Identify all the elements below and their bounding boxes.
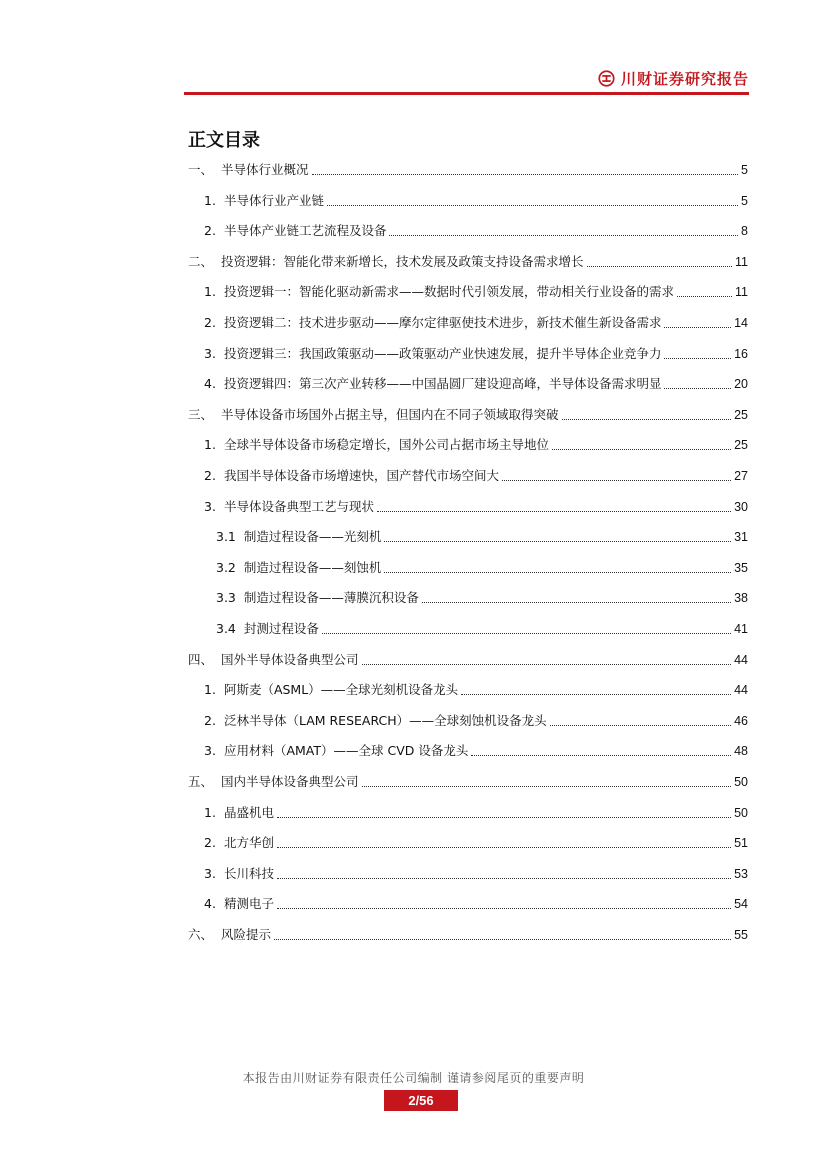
toc-dot-leader <box>322 633 731 634</box>
toc-entry-number: 2. <box>204 468 216 483</box>
toc-entry[interactable] <box>188 711 748 731</box>
toc-entry-label: 长川科技 <box>223 865 274 881</box>
toc-entry[interactable] <box>188 374 748 394</box>
toc-dot-leader <box>362 664 732 665</box>
toc-entry-number: 2. <box>204 223 216 239</box>
toc-entry[interactable] <box>188 680 748 700</box>
toc-entry-page: 41 <box>734 622 748 636</box>
toc-entry-label: 阿斯麦（ASML）——全球光刻机设备龙头 <box>223 682 459 698</box>
toc-dot-leader <box>312 174 739 175</box>
toc-entry-label: 投资逻辑三：我国政策驱动——政策驱动产业快速发展，提升半导体企业竞争力 <box>223 345 662 361</box>
toc-dot-leader <box>664 327 731 328</box>
toc-dot-leader <box>277 817 731 818</box>
toc-entry-page: 5 <box>741 163 748 177</box>
toc-dot-leader <box>274 939 731 940</box>
toc-entry-number: 3. <box>204 498 216 514</box>
toc-entry[interactable] <box>188 252 748 272</box>
toc-entry-label: 投资逻辑二：技术进步驱动——摩尔定律驱使技术进步，新技术催生新设备需求 <box>223 315 662 330</box>
toc-entry-page: 38 <box>734 591 748 606</box>
toc-entry-label: 晶盛机电 <box>223 804 274 820</box>
toc-entry-page: 44 <box>734 652 748 667</box>
toc-entry-number: 二、 <box>188 253 214 269</box>
toc-entry-label: 投资逻辑一：智能化驱动新需求——数据时代引领发展，带动相关行业设备的需求 <box>223 284 674 300</box>
toc-entry-label: 半导体设备市场国外占据主导，但国内在不同子领域取得突破 <box>221 406 559 422</box>
toc-entry[interactable] <box>188 558 748 578</box>
toc-entry[interactable] <box>188 497 748 517</box>
toc-entry-label: 投资逻辑四：第三次产业转移——中国晶圆厂建设迎高峰，半导体设备需求明显 <box>223 376 662 392</box>
toc-entry-page: 14 <box>734 316 748 330</box>
toc-entry-label: 国内半导体设备典型公司 <box>221 774 359 789</box>
toc-dot-leader <box>422 602 731 603</box>
toc-entry-page: 50 <box>734 775 748 789</box>
toc-dot-leader <box>384 541 731 542</box>
toc-entry[interactable] <box>188 191 748 211</box>
toc-dot-leader <box>552 449 731 450</box>
toc-entry-number: 2. <box>204 835 216 851</box>
toc-entry-page: 35 <box>734 560 748 575</box>
toc-entry-page: 20 <box>734 377 748 392</box>
toc-entry-page: 51 <box>734 836 748 851</box>
toc-entry[interactable] <box>188 741 748 761</box>
toc-entry-page: 44 <box>734 683 748 698</box>
toc-entry-label: 半导体行业概况 <box>221 162 309 177</box>
toc-entry-label: 国外半导体设备典型公司 <box>221 651 359 667</box>
toc-entry-number: 3.1 <box>216 529 236 545</box>
toc-entry-number: 1. <box>204 682 216 698</box>
toc-entry[interactable] <box>188 405 748 425</box>
footer-disclaimer: 本报告由川财证券有限责任公司编制 谨请参阅尾页的重要声明 <box>242 1071 585 1085</box>
toc-entry-label: 全球半导体设备市场稳定增长，国外公司占据市场主导地位 <box>223 437 549 453</box>
toc-dot-leader <box>277 908 731 909</box>
toc-entry-number: 1. <box>204 804 216 820</box>
toc-entry-number: 三、 <box>188 406 214 422</box>
toc-entry-page: 30 <box>734 499 748 514</box>
toc-dot-leader <box>461 694 731 695</box>
toc-entry[interactable] <box>188 619 748 639</box>
toc-entry[interactable] <box>188 925 748 945</box>
toc-entry-label: 北方华创 <box>223 835 274 851</box>
toc-dot-leader <box>384 572 731 573</box>
toc-dot-leader <box>389 235 738 236</box>
toc-entry-number: 1. <box>204 437 216 453</box>
toc-entry[interactable] <box>188 160 748 180</box>
toc-entry-page: 55 <box>734 928 748 942</box>
toc-entry[interactable] <box>188 833 748 853</box>
toc-entry-page: 53 <box>734 866 748 881</box>
toc-entry-page: 46 <box>734 713 748 728</box>
toc-entry-label: 制造过程设备——薄膜沉积设备 <box>243 590 419 606</box>
toc-dot-leader <box>277 878 731 879</box>
toc-dot-leader <box>677 296 732 297</box>
toc-entry-number: 4. <box>204 896 216 912</box>
toc-entry-number: 3. <box>204 345 216 361</box>
toc-entry-page: 11 <box>735 254 748 269</box>
toc-entry-number: 四、 <box>188 651 214 667</box>
toc-entry[interactable] <box>188 772 748 792</box>
toc-entry-page: 25 <box>734 407 748 422</box>
toc-dot-leader <box>277 847 731 848</box>
page-number-badge: 2/56 <box>384 1090 458 1111</box>
toc-entry-page: 11 <box>735 285 748 300</box>
toc-entry-page: 8 <box>741 224 748 239</box>
toc-entry-number: 1. <box>204 192 216 208</box>
brand <box>598 68 749 89</box>
toc-entry-label: 半导体行业产业链 <box>223 192 324 208</box>
toc-entry-number: 2. <box>204 315 216 330</box>
toc-entry[interactable] <box>188 864 748 884</box>
toc-entry-label: 投资逻辑：智能化带来新增长，技术发展及政策支持设备需求增长 <box>221 253 584 269</box>
toc-dot-leader <box>362 786 732 787</box>
brand-name: 川财证券研究报告 <box>620 70 749 88</box>
toc-dot-leader <box>502 480 731 481</box>
toc-title: 正文目录 <box>188 130 260 151</box>
toc-entry[interactable] <box>188 894 748 914</box>
toc-entry-number: 3. <box>204 865 216 881</box>
toc-entry-number: 4. <box>204 376 216 392</box>
toc-dot-leader <box>377 511 731 512</box>
toc-entry-label: 半导体产业链工艺流程及设备 <box>223 223 387 239</box>
toc-dot-leader <box>550 725 731 726</box>
toc-entry-page: 16 <box>734 346 748 361</box>
toc-entry[interactable] <box>188 527 748 547</box>
toc-entry-number: 3.2 <box>216 559 236 575</box>
toc-entry-number: 3. <box>204 743 216 759</box>
toc-entry-label: 我国半导体设备市场增速快，国产替代市场空间大 <box>223 468 499 483</box>
toc-entry-page: 31 <box>734 530 748 545</box>
toc-entry-label: 泛林半导体（LAM RESEARCH）——全球刻蚀机设备龙头 <box>223 712 547 728</box>
toc-entry[interactable] <box>188 803 748 823</box>
toc-entry-number: 1. <box>204 284 216 300</box>
toc-entry-number: 2. <box>204 712 216 728</box>
toc-entry-page: 5 <box>741 193 748 208</box>
toc-entry[interactable] <box>188 435 748 455</box>
toc-entry-label: 风险提示 <box>221 927 272 942</box>
toc-dot-leader <box>562 419 732 420</box>
toc-entry-label: 封测过程设备 <box>243 621 319 636</box>
toc-dot-leader <box>471 755 731 756</box>
toc-entry-page: 50 <box>734 805 748 820</box>
toc-entry-number: 3.3 <box>216 590 236 606</box>
toc-dot-leader <box>664 388 731 389</box>
toc-entry-label: 应用材料（AMAT）——全球 CVD 设备龙头 <box>223 743 469 759</box>
toc-entry-label: 制造过程设备——光刻机 <box>243 529 382 545</box>
toc-entry-number: 六、 <box>188 927 214 942</box>
toc-entry[interactable] <box>188 313 748 333</box>
firm-logo-icon <box>598 70 615 87</box>
toc-entry-number: 一、 <box>188 162 214 177</box>
toc-entry-label: 精测电子 <box>223 896 274 912</box>
toc-entry[interactable] <box>188 466 748 486</box>
toc-dot-leader <box>327 205 738 206</box>
toc-entry-label: 半导体设备典型工艺与现状 <box>223 498 374 514</box>
toc-entry[interactable] <box>188 650 748 670</box>
toc-entry-label: 制造过程设备——刻蚀机 <box>243 559 382 575</box>
toc-entry[interactable] <box>188 344 748 364</box>
toc-entry-number: 3.4 <box>216 621 236 636</box>
toc-dot-leader <box>664 358 731 359</box>
toc-entry-number: 五、 <box>188 774 214 789</box>
toc-entry[interactable] <box>188 282 748 302</box>
toc-entry-page: 48 <box>734 744 748 759</box>
toc-entry[interactable] <box>188 588 748 608</box>
toc-entry-page: 25 <box>734 438 748 453</box>
toc-entry-page: 54 <box>734 897 748 912</box>
toc-entry[interactable] <box>188 221 748 241</box>
toc-entry-page: 27 <box>734 469 748 483</box>
toc-dot-leader <box>587 266 732 267</box>
header-rule <box>184 92 749 95</box>
